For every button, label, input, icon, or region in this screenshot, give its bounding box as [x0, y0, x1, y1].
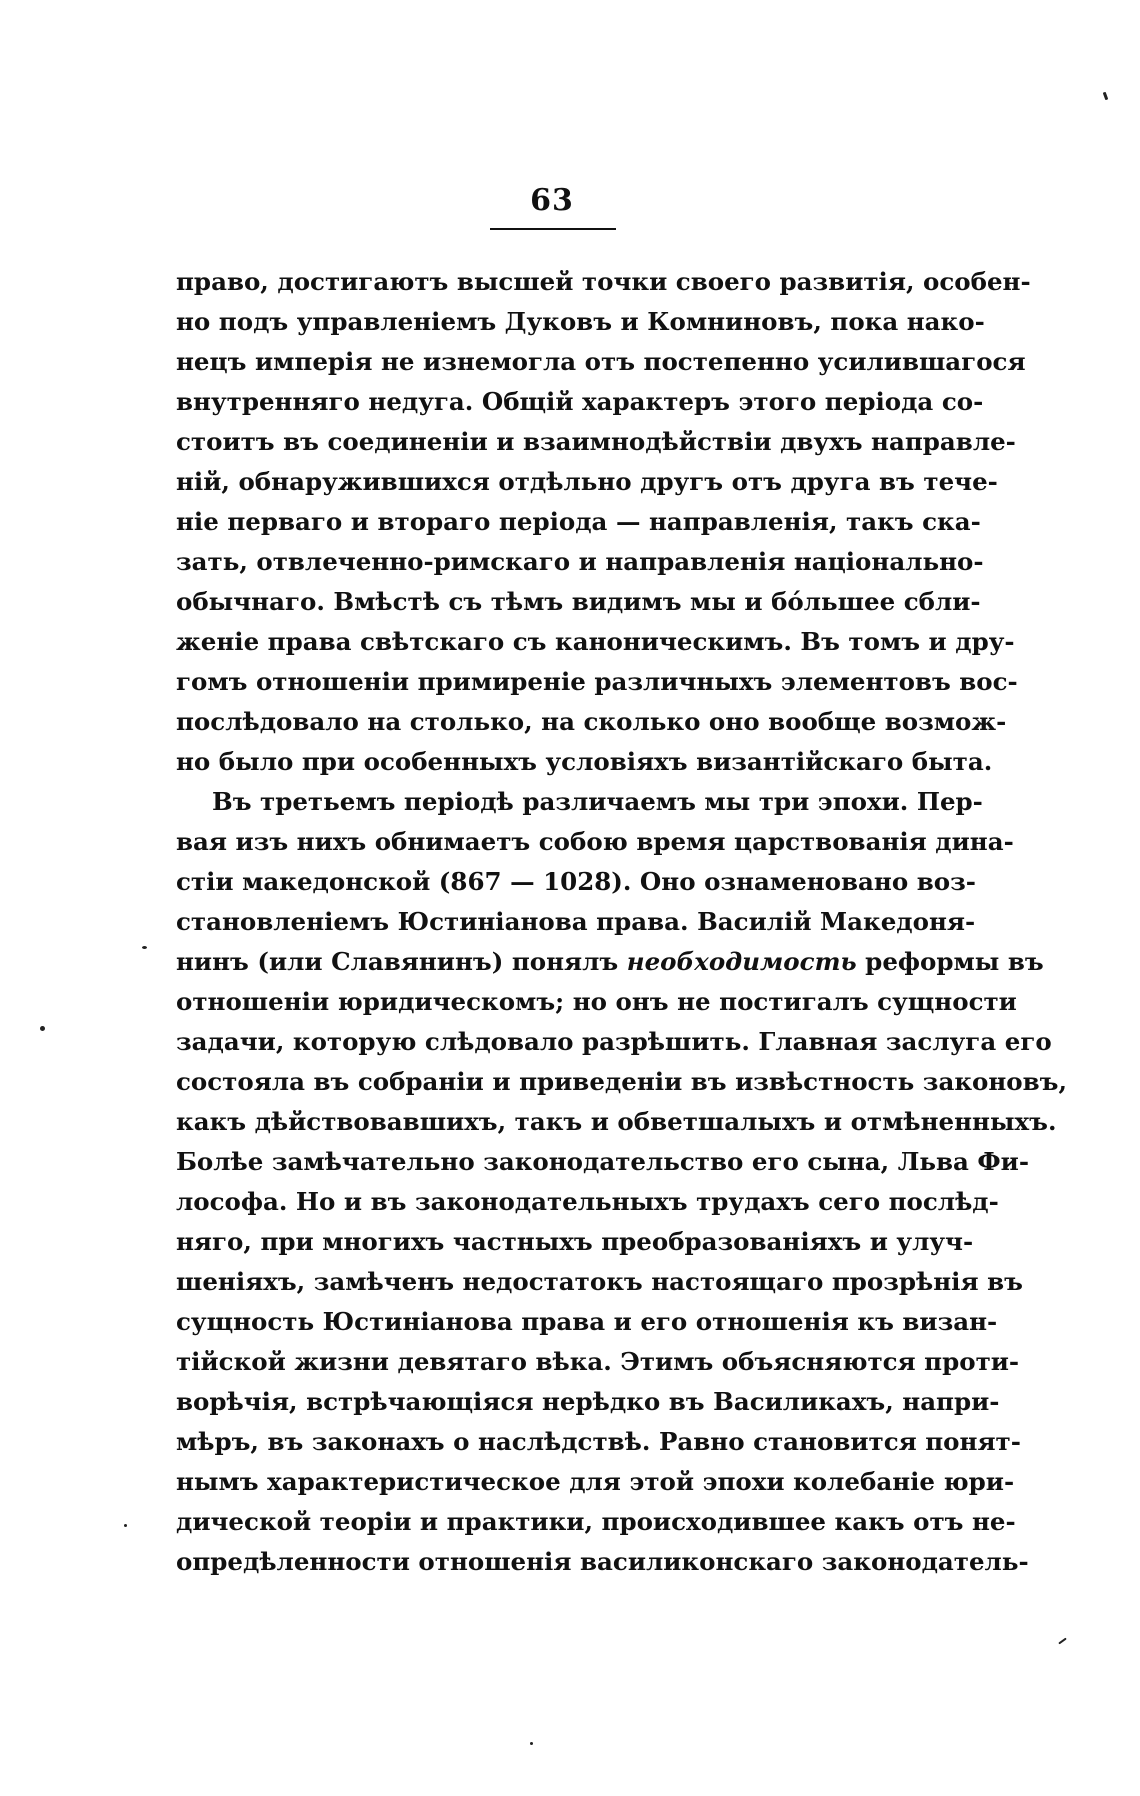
text-line: стоитъ въ соединеніи и взаимнодѣйствіи двухъ направле- — [176, 427, 1016, 456]
text-line: Болѣе замѣчательно законодательство его сына, Льва Фи- — [176, 1147, 1030, 1176]
body-text — [176, 262, 1067, 1582]
text-line-with-emphasis — [176, 942, 1044, 982]
line-segment: нинъ (или Славянинъ) понялъ — [176, 947, 627, 976]
text-line: мѣръ, въ законахъ о наслѣдствѣ. Равно становится понят- — [176, 1427, 1021, 1456]
page-number: 63 — [530, 183, 574, 218]
emphasized-word: необходимость — [626, 947, 857, 976]
line-segment: реформы въ — [856, 947, 1044, 976]
text-line: отношеніи юридическомъ; но онъ не постигалъ сущности — [176, 987, 1017, 1016]
text-line: нецъ имперія не изнемогла отъ постепенно усилившагося — [176, 347, 1026, 376]
text-line: зать, отвлеченно-римскаго и направленія національно- — [176, 547, 984, 576]
text-line: вая изъ нихъ обнимаетъ собою время царствованія дина- — [176, 827, 1014, 856]
scan-speck — [142, 946, 147, 949]
text-line: становленіемъ Юстиніанова права. Василій Македоня- — [176, 907, 976, 936]
text-line: послѣдовало на столько, на сколько оно вообще возмож- — [176, 707, 1007, 736]
text-line: но подъ управленіемъ Дуковъ и Комниновъ, пока нако- — [176, 307, 985, 336]
text-line: право, достигаютъ высшей точки своего развитія, особен- — [176, 267, 1031, 296]
text-line: какъ дѣйствовавшихъ, такъ и обветшалыхъ и отмѣненныхъ. — [176, 1107, 1057, 1136]
scan-speck — [1103, 92, 1109, 101]
text-line: няго, при многихъ частныхъ преобразованіяхъ и улуч- — [176, 1227, 974, 1256]
scan-speck — [40, 1026, 45, 1031]
scan-speck — [1058, 1638, 1067, 1645]
text-line: женіе права свѣтскаго съ каноническимъ. Въ томъ и дру- — [176, 627, 1015, 656]
text-line: сущность Юстиніанова права и его отношенія къ визан- — [176, 1307, 998, 1336]
text-line: состояла въ собраніи и приведеніи въ извѣстность законовъ, — [176, 1067, 1067, 1096]
text-line: задачи, которую слѣдовало разрѣшить. Главная заслуга его — [176, 1027, 1052, 1056]
text-line: внутренняго недуга. Общій характеръ этого періода со- — [176, 387, 984, 416]
text-line: обычнаго. Вмѣстѣ съ тѣмъ видимъ мы и бо́льшее сбли- — [176, 587, 981, 616]
text-line: ворѣчія, встрѣчающіяся нерѣдко въ Василикахъ, напри- — [176, 1387, 1000, 1416]
text-line: гомъ отношеніи примиреніе различныхъ элементовъ вос- — [176, 667, 1018, 696]
text-line: но было при особенныхъ условіяхъ византійскаго быта. — [176, 747, 993, 776]
text-line: нымъ характеристическое для этой эпохи колебаніе юри- — [176, 1467, 1015, 1496]
text-line: стіи македонской (867 — 1028). Оно ознаменовано воз- — [176, 867, 976, 896]
text-line: тійской жизни девятаго вѣка. Этимъ объясняются проти- — [176, 1347, 1020, 1376]
scan-speck — [124, 1524, 127, 1527]
text-line: лософа. Но и въ законодательныхъ трудахъ сего послѣд- — [176, 1187, 999, 1216]
text-line: дической теоріи и практики, происходившее какъ отъ не- — [176, 1507, 1016, 1536]
header-rule — [490, 228, 616, 230]
text-line: ній, обнаружившихся отдѣльно другъ отъ друга въ тече- — [176, 467, 998, 496]
text-line: ніе перваго и втораго періода — направленія, такъ ска- — [176, 507, 981, 536]
scan-speck — [530, 1742, 533, 1745]
paragraph-1 — [176, 262, 1031, 782]
text-line: Въ третьемъ періодѣ различаемъ мы три эпохи. Пер- — [212, 787, 983, 816]
paragraph-2 — [176, 782, 1067, 1582]
text-line: шеніяхъ, замѣченъ недостатокъ настоящаго прозрѣнія въ — [176, 1267, 1023, 1296]
text-line: опредѣленности отношенія василиконскаго законодатель- — [176, 1547, 1029, 1576]
